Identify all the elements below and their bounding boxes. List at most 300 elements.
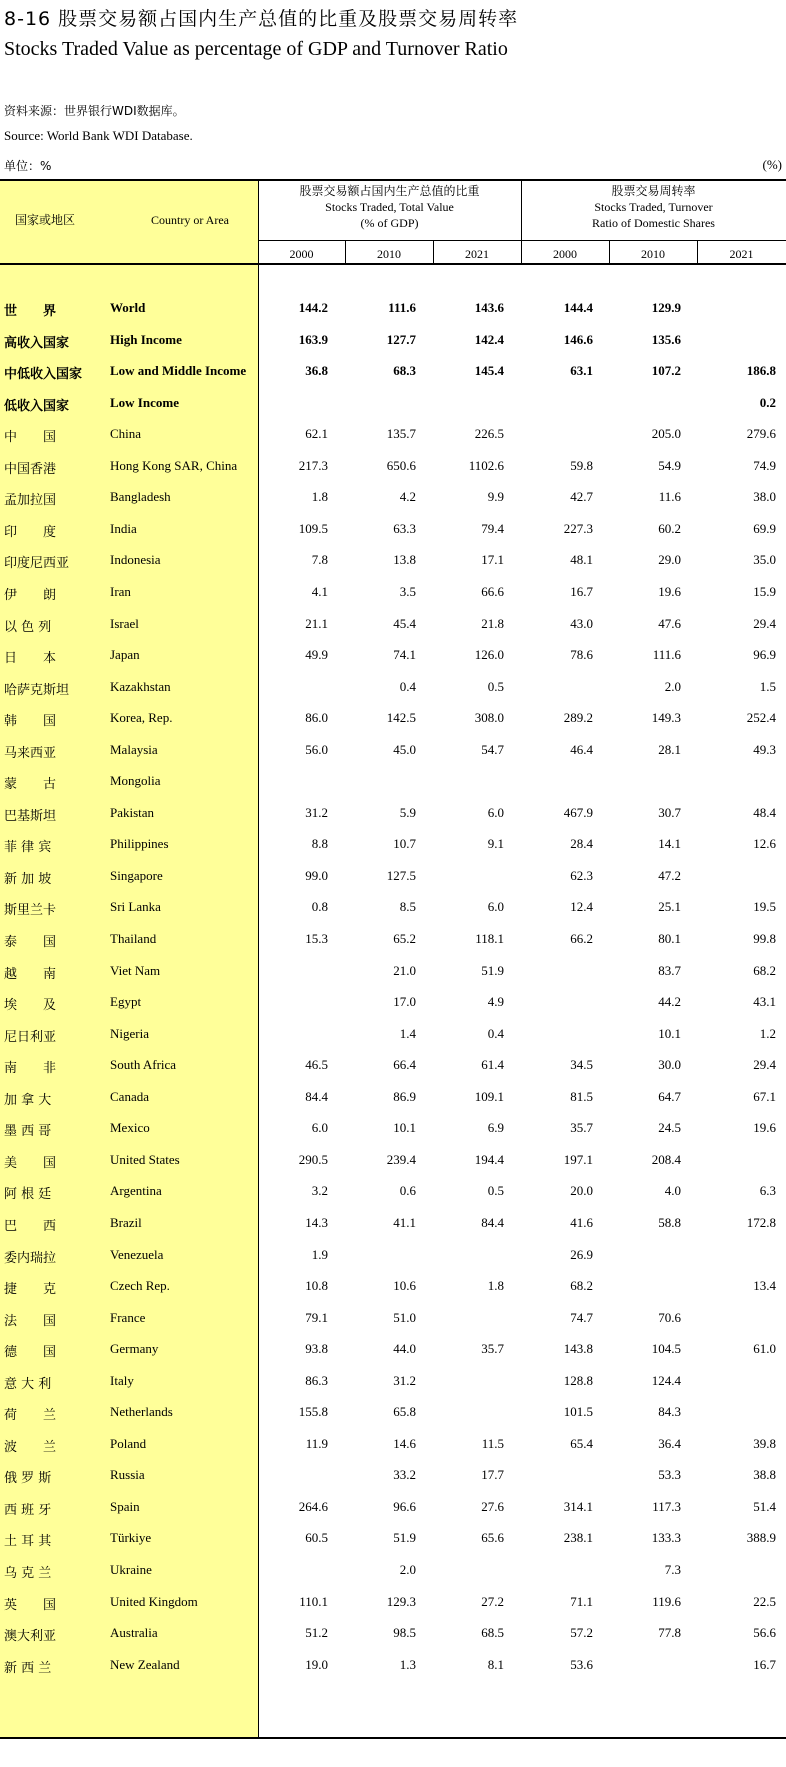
value-cell: 17.1 [481,552,504,568]
table-row [0,797,786,829]
country-name-cn: 印 度 [4,524,57,540]
country-name-en: Canada [110,1088,149,1104]
value-cell: 65.4 [570,1435,593,1451]
table-row [0,1649,786,1681]
value-cell: 69.9 [753,520,776,536]
value-cell: 28.1 [658,741,681,757]
value-cell: 84.4 [305,1088,328,1104]
table-row [0,1554,786,1586]
value-cell: 29.0 [658,552,681,568]
table-row [0,860,786,892]
value-cell: 44.0 [393,1341,416,1357]
table-row [0,923,786,955]
country-name-cn: 斯里兰卡 [4,903,57,919]
value-cell: 9.1 [487,836,504,852]
value-cell: 11.6 [658,489,681,505]
table-row [0,481,786,513]
value-cell: 19.5 [753,899,776,915]
country-name-en: Pakistan [110,804,155,820]
value-cell: 14.1 [658,836,681,852]
value-cell: 1102.6 [468,457,504,473]
year-header: 2000 [553,247,577,261]
header-group-turnover: 股票交易周转率 Stocks Traded, Turnover Ratio of Domestic Shares [592,184,715,230]
table-row [0,1112,786,1144]
country-name-cn: 荷 兰 [4,1408,57,1424]
table-row [0,544,786,576]
value-cell: 63.1 [570,363,593,379]
table-row [0,671,786,703]
value-cell: 33.2 [393,1467,416,1483]
country-name-en: Venezuela [110,1246,164,1262]
value-cell: 54.9 [658,457,681,473]
value-cell: 51.2 [305,1625,328,1641]
year-header: 2000 [289,247,314,261]
table-row [0,1333,786,1365]
country-name-cn: 乌 克 兰 [4,1566,52,1581]
header-bottom-rule [0,263,786,265]
value-cell: 1.5 [759,678,776,694]
value-cell: 264.6 [298,1498,328,1514]
value-cell: 86.3 [305,1372,328,1388]
value-cell: 84.4 [481,1214,504,1230]
country-name-en: Kazakhstan [110,678,171,694]
value-cell: 104.5 [651,1341,681,1357]
value-cell: 66.4 [393,1057,416,1073]
country-name-en: Indonesia [110,552,161,568]
value-cell: 144.4 [563,300,593,315]
value-cell: 79.1 [305,1309,328,1325]
country-name-en: Singapore [110,867,163,883]
value-cell: 15.9 [753,583,776,599]
value-cell: 13.4 [753,1278,776,1294]
country-name-en: Hong Kong SAR, China [110,457,238,473]
table-row [0,734,786,766]
country-name-cn: 越 南 [4,966,57,982]
country-name-cn: 俄 罗 斯 [4,1471,52,1487]
country-name-cn: 中 国 [4,430,57,446]
country-name-cn: 印度尼西亚 [4,556,70,572]
value-cell: 10.7 [393,836,416,852]
value-cell: 0.8 [311,899,328,915]
value-cell: 227.3 [563,520,593,536]
table-row [0,292,786,324]
value-cell: 83.7 [658,962,681,978]
value-cell: 1.9 [311,1246,328,1262]
year-header: 2010 [377,247,401,261]
value-cell: 238.1 [563,1530,593,1546]
country-name-en: Thailand [110,931,157,946]
value-cell: 51.4 [753,1498,776,1514]
value-cell: 36.8 [305,363,328,379]
value-cell: 59.8 [570,457,593,473]
value-cell: 1.4 [399,1025,416,1041]
table-row [0,1207,786,1239]
value-cell: 79.4 [481,520,504,536]
value-cell: 36.4 [658,1435,681,1451]
value-cell: 74.9 [753,457,776,473]
value-cell: 144.2 [298,300,328,315]
value-cell: 1.8 [487,1278,504,1294]
value-cell: 4.1 [311,583,328,599]
country-name-cn: 德 国 [4,1345,57,1361]
country-name-en: Mexico [110,1120,150,1136]
value-cell: 43.1 [753,994,776,1010]
table-row [0,1239,786,1271]
table-row [0,1018,786,1050]
table-row [0,513,786,545]
table-row [0,1144,786,1176]
country-name-en: Poland [110,1435,147,1451]
country-name-cn: 土 耳 其 [4,1534,52,1550]
table-row [0,324,786,356]
value-cell: 2.0 [664,678,681,694]
value-cell: 17.0 [393,994,416,1010]
value-cell: 41.6 [570,1214,593,1230]
table-row [0,1049,786,1081]
value-cell: 65.8 [393,1404,416,1420]
value-cell: 21.8 [481,615,504,631]
value-cell: 14.3 [305,1214,328,1230]
table-row [0,1175,786,1207]
value-cell: 6.0 [311,1120,328,1136]
value-cell: 145.4 [474,363,504,379]
value-cell: 4.9 [487,994,504,1010]
value-cell: 126.0 [474,647,504,663]
value-cell: 119.6 [652,1593,681,1609]
value-cell: 9.9 [487,489,504,505]
value-cell: 53.6 [570,1656,593,1672]
country-name-en: Brazil [110,1214,142,1230]
value-cell: 47.6 [658,615,681,631]
value-cell: 68.3 [393,363,416,379]
value-cell: 63.3 [393,520,416,536]
value-cell: 11.5 [481,1435,504,1451]
table-row [0,639,786,671]
value-cell: 56.0 [305,741,328,757]
value-cell: 19.0 [305,1656,328,1672]
value-cell: 80.1 [658,931,681,946]
value-cell: 10.6 [393,1278,416,1294]
country-name-en: France [110,1309,146,1325]
table-row [0,702,786,734]
value-cell: 78.6 [570,647,593,663]
value-cell: 0.5 [487,678,504,694]
value-cell: 46.4 [570,741,593,757]
value-cell: 27.2 [481,1593,504,1609]
table-row [0,1270,786,1302]
value-cell: 38.0 [753,489,776,505]
country-name-cn: 以 色 列 [4,619,52,635]
country-name-cn: 新 加 坡 [4,871,52,887]
value-cell: 39.8 [753,1435,776,1451]
country-name-cn: 波 兰 [4,1439,57,1455]
value-cell: 6.0 [487,899,504,915]
year-header: 2021 [465,247,489,261]
value-cell: 5.9 [399,804,416,820]
value-cell: 15.3 [305,931,328,946]
value-cell: 86.0 [305,710,328,726]
table-row [0,1522,786,1554]
value-cell: 51.9 [481,962,504,978]
value-cell: 11.9 [305,1435,328,1451]
country-name-cn: 法 国 [4,1313,57,1329]
value-cell: 74.7 [570,1309,593,1325]
value-cell: 1.8 [311,489,328,505]
value-cell: 239.4 [386,1151,416,1167]
value-cell: 6.3 [759,1183,776,1199]
country-name-en: Spain [110,1498,140,1514]
value-cell: 650.6 [386,457,416,473]
value-cell: 45.4 [393,615,416,631]
country-name-en: Israel [110,615,139,631]
data-table [0,179,786,1739]
value-cell: 0.5 [487,1183,504,1199]
value-cell: 38.8 [753,1467,776,1483]
country-name-en: Mongolia [110,773,161,789]
value-cell: 194.4 [474,1151,504,1167]
country-name-en: Philippines [110,836,169,852]
country-name-en: Netherlands [110,1404,173,1420]
value-cell: 217.3 [298,457,328,473]
value-cell: 111.6 [388,300,416,315]
value-cell: 60.2 [658,520,681,536]
table-row [0,986,786,1018]
country-name-cn: 日 本 [4,651,57,667]
table-row [0,765,786,797]
value-cell: 109.1 [474,1088,504,1104]
country-name-en: Australia [110,1625,158,1641]
value-cell: 129.3 [386,1593,416,1609]
unit-label-right: (%) [762,157,782,172]
value-cell: 135.6 [651,331,681,347]
country-name-en: United Kingdom [110,1593,198,1609]
value-cell: 143.8 [563,1341,593,1357]
value-cell: 308.0 [474,710,504,726]
value-cell: 252.4 [746,710,776,726]
country-name-cn: 埃 及 [4,998,57,1014]
country-name-en: China [110,426,142,442]
value-cell: 128.8 [563,1372,593,1388]
country-name-en: Sri Lanka [110,899,161,915]
value-cell: 163.9 [298,331,328,347]
value-cell: 65.6 [481,1530,504,1546]
value-cell: 143.6 [474,300,504,315]
country-name-en: South Africa [110,1057,177,1073]
country-name-en: Iran [110,583,131,599]
value-cell: 314.1 [563,1498,593,1514]
value-cell: 208.4 [651,1151,681,1167]
country-name-cn: 哈萨克斯坦 [4,682,70,698]
value-cell: 81.5 [570,1088,593,1104]
table-row [0,576,786,608]
value-cell: 30.0 [658,1057,681,1073]
country-name-en: Egypt [110,994,142,1010]
value-cell: 65.2 [393,931,416,946]
value-cell: 16.7 [753,1656,776,1672]
year-header: 2021 [729,247,754,261]
value-cell: 4.2 [399,489,416,505]
value-cell: 1.2 [759,1025,776,1041]
value-cell: 197.1 [563,1151,593,1167]
value-cell: 54.7 [481,741,504,757]
country-name-cn: 低收入国家 [4,398,70,414]
value-cell: 35.7 [570,1120,593,1136]
table-row [0,450,786,482]
value-cell: 10.1 [658,1025,681,1041]
value-cell: 68.5 [481,1625,504,1641]
country-name-en: Malaysia [110,741,158,757]
country-name-cn: 澳大利亚 [4,1629,57,1645]
value-cell: 109.5 [298,520,328,536]
table-row [0,1302,786,1334]
table-row [0,418,786,450]
value-cell: 48.1 [570,552,593,568]
country-name-cn: 阿 根 廷 [4,1187,52,1203]
country-name-cn: 伊 朗 [4,587,57,603]
country-name-cn: 委内瑞拉 [4,1250,57,1266]
page-title-cn: 8-16 股票交易额占国内生产总值的比重及股票交易周转率 [4,8,519,30]
country-name-cn: 中低收入国家 [4,367,83,383]
value-cell: 12.6 [753,836,776,852]
value-cell: 289.2 [563,710,593,726]
value-cell: 135.7 [386,426,416,442]
value-cell: 388.9 [746,1530,776,1546]
table-row [0,1617,786,1649]
value-cell: 146.6 [563,331,593,347]
country-name-en: Low Income [110,394,179,410]
value-cell: 96.6 [393,1498,416,1514]
country-name-cn: 巴 西 [4,1218,57,1234]
value-cell: 99.0 [305,867,328,883]
year-header: 2010 [641,247,665,261]
value-cell: 21.1 [305,615,328,631]
value-cell: 0.6 [399,1183,416,1199]
value-cell: 8.1 [487,1656,504,1672]
country-name-en: High Income [110,331,182,347]
value-cell: 13.8 [393,552,416,568]
value-cell: 57.2 [570,1625,593,1641]
value-cell: 98.5 [393,1625,416,1641]
country-name-en: Viet Nam [110,962,161,978]
value-cell: 24.5 [658,1120,681,1136]
country-name-en: Japan [110,647,140,663]
value-cell: 8.5 [399,899,416,915]
value-cell: 42.7 [570,489,593,505]
table-row [0,387,786,419]
value-cell: 99.8 [753,931,776,946]
country-name-cn: 英 国 [4,1597,57,1613]
value-cell: 127.5 [386,867,416,883]
country-name-cn: 捷 克 [4,1282,57,1298]
value-cell: 62.1 [305,426,328,442]
value-cell: 58.8 [658,1214,681,1230]
country-name-en: Korea, Rep. [110,710,173,726]
header-country-en: Country or Area [151,213,229,227]
value-cell: 10.1 [393,1120,416,1136]
value-cell: 64.7 [658,1088,681,1104]
value-cell: 124.4 [651,1372,681,1388]
country-name-en: India [110,520,137,536]
country-name-cn: 高收入国家 [4,335,70,351]
value-cell: 4.0 [664,1183,681,1199]
country-name-cn: 墨 西 哥 [4,1124,52,1140]
value-cell: 10.8 [305,1278,328,1294]
value-cell: 31.2 [305,804,328,820]
value-cell: 111.6 [652,647,681,663]
value-cell: 27.6 [481,1498,504,1514]
table-top-rule [0,179,786,181]
value-cell: 290.5 [298,1151,328,1167]
value-cell: 467.9 [563,804,593,820]
country-name-cn: 意 大 利 [4,1376,52,1392]
country-name-en: Germany [110,1341,159,1357]
value-cell: 172.8 [746,1214,776,1230]
country-name-cn: 巴基斯坦 [4,808,57,824]
country-name-en: New Zealand [110,1656,180,1672]
table-row [0,891,786,923]
value-cell: 2.0 [399,1562,416,1577]
value-cell: 51.9 [393,1530,416,1546]
table-row [0,955,786,987]
value-cell: 62.3 [570,867,593,883]
value-cell: 133.3 [651,1530,681,1546]
value-cell: 0.2 [759,394,776,410]
value-cell: 29.4 [753,1057,776,1073]
table-row [0,1396,786,1428]
value-cell: 117.3 [652,1498,681,1514]
value-cell: 6.0 [487,804,504,820]
value-cell: 47.2 [658,867,681,883]
value-cell: 186.8 [746,363,776,379]
value-cell: 155.8 [298,1404,328,1420]
value-cell: 14.6 [393,1435,416,1451]
table-bottom-rule [0,1737,786,1739]
country-name-en: Czech Rep. [110,1278,170,1294]
country-name-en: Low and Middle Income [110,363,247,379]
value-cell: 96.9 [753,647,776,663]
table-row [0,608,786,640]
country-name-cn: 蒙 古 [4,777,57,793]
country-name-cn: 加 拿 大 [4,1092,52,1108]
value-cell: 107.2 [651,363,681,379]
value-cell: 31.2 [393,1372,416,1388]
value-cell: 118.1 [475,931,504,946]
value-cell: 35.7 [481,1341,504,1357]
country-name-cn: 马来西亚 [4,745,57,761]
value-cell: 279.6 [746,426,776,442]
country-name-cn: 菲 律 宾 [4,840,52,856]
country-name-en: Italy [110,1372,134,1388]
value-cell: 7.8 [311,552,328,568]
value-cell: 84.3 [658,1404,681,1420]
value-cell: 142.5 [386,710,416,726]
value-cell: 28.4 [570,836,593,852]
header-group-value: 股票交易额占国内生产总值的比重 Stocks Traded, Total Value (% of GDP) [299,184,480,230]
value-cell: 66.6 [481,583,504,599]
value-cell: 68.2 [570,1278,593,1294]
value-cell: 61.0 [753,1341,776,1357]
value-cell: 66.2 [570,931,593,946]
value-cell: 6.9 [487,1120,504,1136]
table-row [0,355,786,387]
value-cell: 30.7 [658,804,681,820]
value-cell: 127.7 [386,331,416,347]
header-country-cn: 国家或地区 [14,213,75,227]
value-cell: 93.8 [305,1341,328,1357]
country-name-cn: 中国香港 [4,461,57,477]
value-cell: 41.1 [393,1214,416,1230]
table-row [0,1365,786,1397]
